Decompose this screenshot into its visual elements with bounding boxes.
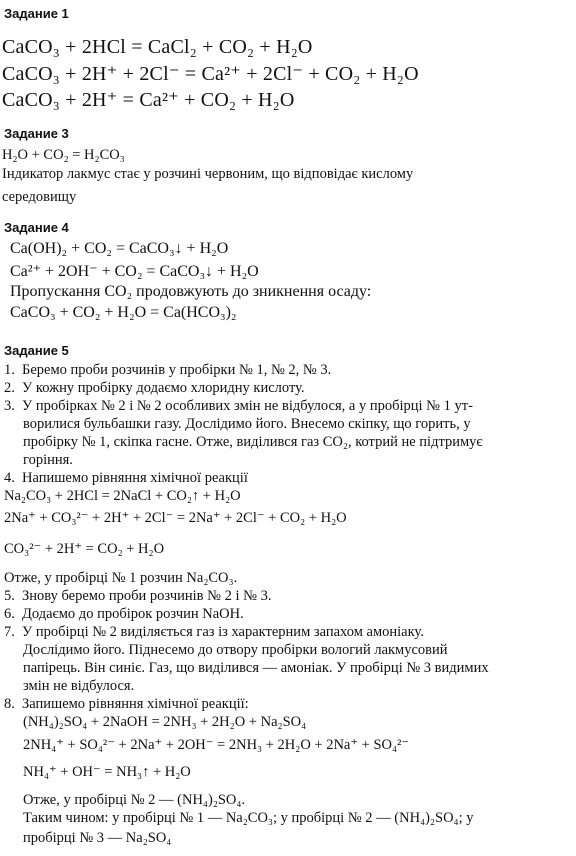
task3-equation: H₂O + CO₂ = H₂CO₃: [2, 147, 125, 163]
task5-conclusion-3-line-2: пробірці № 3 — Na₂SO₄: [23, 830, 172, 846]
task1-equation-1: CaCO₃ + 2HCl = CaCl₂ + CO₂ + H₂O: [2, 36, 313, 58]
task5-conclusion-1: Отже, у пробірці № 1 розчин Na₂CO₃.: [4, 570, 238, 586]
task5-equation-4a: Na₂CO₃ + 2HCl = 2NaCl + CO₂↑ + H₂O: [4, 488, 241, 504]
task5-equation-4c: CO₃²⁻ + 2H⁺ = CO₂ + H₂O: [4, 541, 165, 557]
task1-equation-3: CaCO₃ + 2H⁺ = Ca²⁺ + CO₂ + H₂O: [2, 89, 295, 111]
task5-equation-8c: NH₄⁺ + OH⁻ = NH₃↑ + H₂O: [23, 764, 191, 780]
task5-item-2: 2. У кожну пробірку додаємо хлоридну кислоту.: [4, 380, 305, 396]
task5-item-3: 3. У пробірках № 2 і № 2 особливих змін не відбулося, а у пробірці № 1 ут-: [4, 398, 473, 414]
task4-equation-3: CaCO₃ + CO₂ + H₂O = Ca(HCO₃)₂: [10, 304, 237, 321]
task5-item-7: 7. У пробірці № 2 виділяється газ із характерним запахом амоніаку.: [4, 624, 424, 640]
task1-heading: Задание 1: [4, 6, 69, 21]
task5-item-1: 1. Беремо проби розчинів у пробірки № 1, № 2, № 3.: [4, 362, 332, 378]
task5-equation-8a: (NH₄)₂SO₄ + 2NaOH = 2NH₃ + 2H₂O + Na₂SO₄: [23, 714, 307, 730]
task5-item-3-line-3: пробірку № 1, скіпка гасне. Отже, виділився газ CO₂, котрий не підтримує: [23, 434, 483, 450]
task5-item-3-line-2: ворилися бульбашки газу. Дослідимо його. Внесемо скіпку, що горить, у: [23, 416, 471, 432]
task4-text: Пропускання CO₂ продовжують до зникнення осаду:: [10, 283, 372, 300]
task5-equation-4b: 2Na⁺ + CO₃²⁻ + 2H⁺ + 2Cl⁻ = 2Na⁺ + 2Cl⁻ + CO₂ + H₂O: [4, 510, 347, 526]
task5-item-3-line-4: горіння.: [23, 452, 73, 468]
task4-heading: Задание 4: [4, 220, 69, 235]
task5-item-6: 6. Додаємо до пробірок розчин NaOH.: [4, 606, 244, 622]
task5-equation-8b: 2NH₄⁺ + SO₄²⁻ + 2Na⁺ + 2OH⁻ = 2NH₃ + 2H₂O + 2Na⁺ + SO₄²⁻: [23, 737, 410, 753]
task5-conclusion-2: Отже, у пробірці № 2 — (NH₄)₂SO₄.: [23, 792, 246, 808]
task5-item-4: 4. Напишемо рівняння хімічної реакції: [4, 470, 248, 486]
task5-item-5: 5. Знову беремо проби розчинів № 2 і № 3.: [4, 588, 272, 604]
task5-item-8: 8. Запишемо рівняння хімічної реакції:: [4, 696, 249, 712]
task5-conclusion-3-line-1: Таким чином: у пробірці № 1 — Na₂CO₃; у пробірці № 2 — (NH₄)₂SO₄; у: [23, 810, 474, 826]
task5-item-7-line-2: Дослідимо його. Піднесемо до отвору пробірки вологий лакмусовий: [23, 642, 448, 658]
task4-equation-2: Ca²⁺ + 2OH⁻ + CO₂ = CaCO₃↓ + H₂O: [10, 263, 259, 280]
task5-item-7-line-3: папірець. Він синіє. Газ, що виділився — амоніак. У пробірці № 3 видимих: [23, 660, 489, 676]
task3-heading: Задание 3: [4, 126, 69, 141]
task5-item-7-line-4: змін не відбулося.: [23, 678, 135, 694]
task1-equation-2: CaCO₃ + 2H⁺ + 2Cl⁻ = Ca²⁺ + 2Cl⁻ + CO₂ + H₂O: [2, 63, 419, 85]
task4-equation-1: Ca(OH)₂ + CO₂ = CaCO₃↓ + H₂O: [10, 240, 229, 257]
task3-text-line-2: середовищу: [2, 189, 77, 205]
task5-heading: Задание 5: [4, 343, 69, 358]
task3-text-line-1: Індикатор лакмус стає у розчині червоним, що відповідає кислому: [2, 166, 414, 182]
